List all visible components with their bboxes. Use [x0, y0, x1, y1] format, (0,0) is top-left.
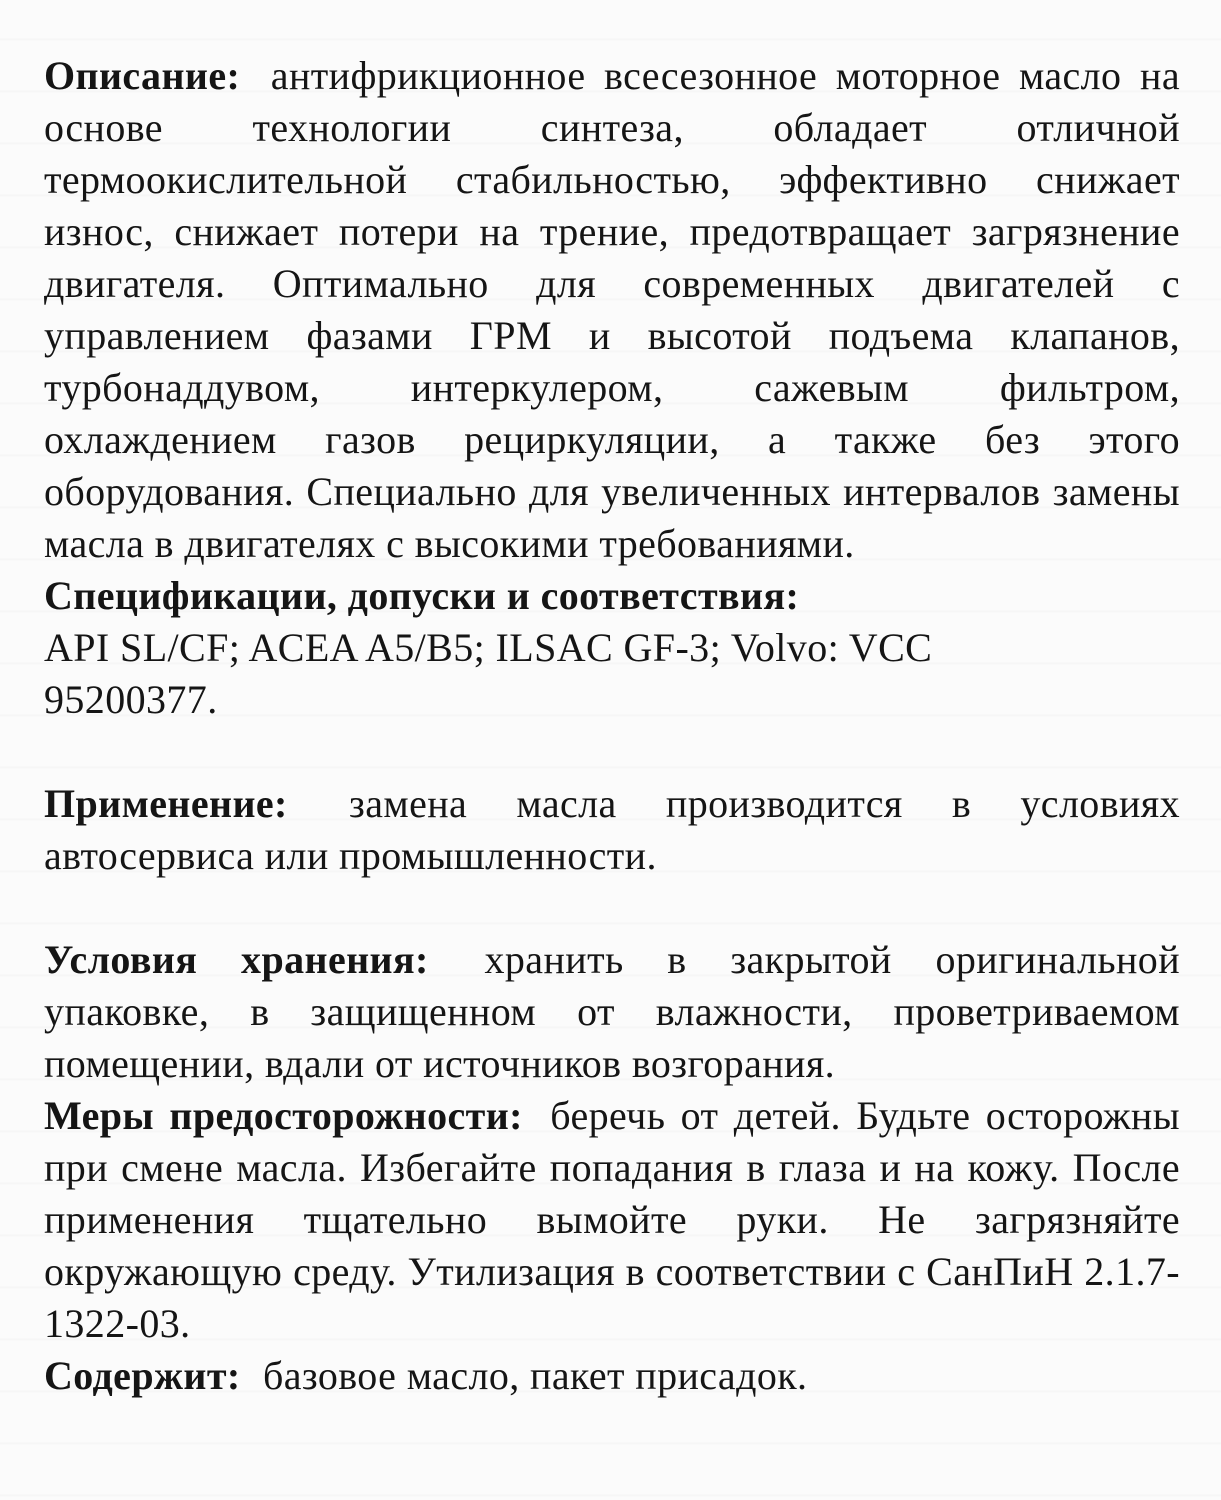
description-section — [44, 50, 1180, 570]
contents-heading: Содержит: — [44, 1353, 241, 1398]
storage-heading: Условия хранения: — [44, 937, 429, 982]
application-section — [44, 778, 1180, 882]
section-gap — [44, 726, 1180, 778]
contents-section — [44, 1350, 1180, 1402]
label-text-block — [44, 50, 1180, 1402]
application-text: замена масла производится в условиях автосервиса или промышленности. — [44, 781, 1180, 878]
application-heading: Применение: — [44, 781, 288, 826]
precautions-text: беречь от детей. Будьте осторожны при смене масла. Избегайте попадания в глаза и на кожу. После применения тщательно вымойте руки. Не загрязняйте окружающую среду. Утилизация в соответствии с СанПиН 2.1.7-1322-03. — [44, 1093, 1180, 1346]
storage-text: хранить в закрытой оригинальной упаковке, в защищенном от влажности, проветриваемом помещении, вдали от источников возгорания. — [44, 937, 1181, 1086]
precautions-section — [44, 1090, 1180, 1350]
description-heading: Описание: — [44, 53, 241, 98]
section-gap — [44, 882, 1180, 934]
contents-text: базовое масло, пакет присадок. — [263, 1353, 808, 1398]
specifications-text: API SL/CF; ACEA A5/B5; ILSAC GF-3; Volvo: VCC 95200377. — [44, 625, 933, 722]
specifications-section — [44, 570, 1180, 622]
storage-section — [44, 934, 1180, 1090]
precautions-heading: Меры предосторожности: — [44, 1093, 523, 1138]
description-text: антифрикционное всесезонное моторное масло на основе технологии синтеза, обладает отличной термоокислительной стабильностью, эффективно снижает износ, снижает потери на трение, предотвращает загрязнение двигателя. Оптимально для современных двигателей с управлением фазами ГРМ и высотой подъема клапанов, турбонаддувом, интеркулером, сажевым фильтром, охлаждением газов рециркуляции, а также без этого оборудования. Специально для увеличенных интервалов замены масла в двигателях с высокими требованиями. — [44, 53, 1180, 566]
specifications-heading: Спецификации, допуски и соответствия: — [44, 573, 800, 618]
